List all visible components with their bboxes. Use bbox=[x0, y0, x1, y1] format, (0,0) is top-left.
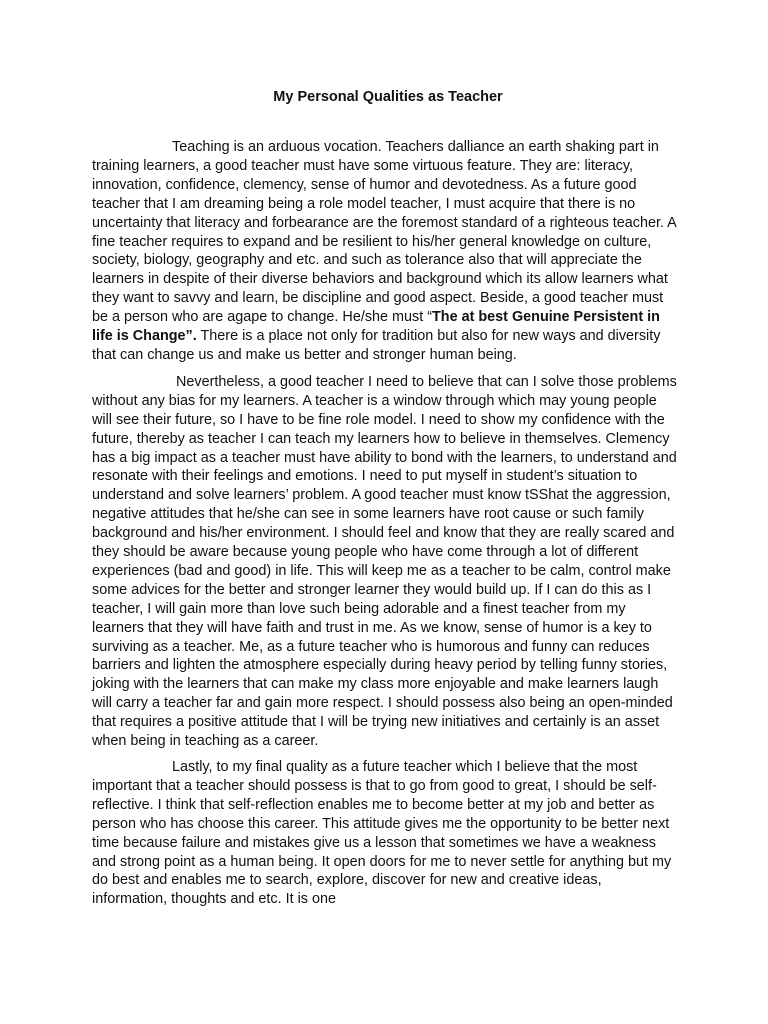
paragraph-1-text-end: There is a place not only for tradition but also for new ways and diversity that can change us and make us better and stronger human being. bbox=[92, 328, 661, 363]
paragraph-3: Lastly, to my final quality as a future teacher which I believe that the most important that a teacher should possess is that to go from good to great, I should be self-reflective. I think that self-reflection enables me to become better at my job and better as person who has choose this career. This attitude gives me the opportunity to be better next time because failure and mistakes give us a lesson that sometimes we have a weakness and strong point as a human being. It open doors for me to never settle for anything but my do best and enables me to search, explore, discover for new and creative ideas, information, thoughts and etc. It is one bbox=[92, 759, 672, 908]
paragraph-1-bold-quote: The at best Genuine Persistent in life is Change”. bbox=[92, 309, 660, 345]
paragraph-1-text: Teaching is an arduous vocation. Teachers dalliance an earth shaking part in training learners, a good teacher must have some virtuous feature. They are: literacy, innovation, confidence, clemency, sense of humor and devotedness. As a future good teacher that I am dreaming being a role model teacher, I must acquire that there is no uncertainty that literacy and forbearance are the foremost standard of a righteous teacher. A fine teacher requires to expand and be resilient to his/her general knowledge on culture, society, biology, geography and etc. and such as tolerance also that will appreciate the learners in despite of their diverse behaviors and background which its allow learners what they want to savvy and learn, be discipline and good aspect. Beside, a good teacher must be a person who are agape to change. He/she must “ bbox=[92, 139, 676, 326]
paragraph-1 bbox=[92, 138, 678, 365]
paragraph-2: Nevertheless, a good teacher I need to believe that can I solve those problems without any bias for my learners. A teacher is a window through which may young people will see their future, so I have to be fine role model. I need to show my confidence with the future, thereby as teacher I can teach my learners how to believe in themselves. Clemency has a big impact as a teacher must have ability to bond with the learners, to understand and resonate with their feelings and emotions. I need to put myself in student’s situation to understand and solve learners’ problem. A good teacher must know tSShat the aggression, negative attitudes that he/she can see in some learners have root cause or such family background and his/her environment. I should feel and know that they are really scared and they should be aware because young people who have come through a lot of different experiences (bad and good) in life. This will keep me as a teacher to be calm, control make some advices for the better and stronger learner they would build up. If I can do this as I teacher, I will gain more than love such being adorable and a finest teacher from my learners that they will have faith and trust in me. As we know, sense of humor is a key to surviving as a teacher. Me, as a future teacher who is humorous and funny can reduces barriers and lighten the atmosphere especially during heavy period by telling funny stories, joking with the learners that can make my class more enjoyable and make learners laugh will carry a teacher far and gain more respect. I should possess also being an open-minded that requires a positive attitude that I will be trying new initiatives and certainly is an asset when being in teaching as a career. bbox=[92, 373, 677, 750]
document-title: My Personal Qualities as Teacher bbox=[273, 89, 503, 105]
